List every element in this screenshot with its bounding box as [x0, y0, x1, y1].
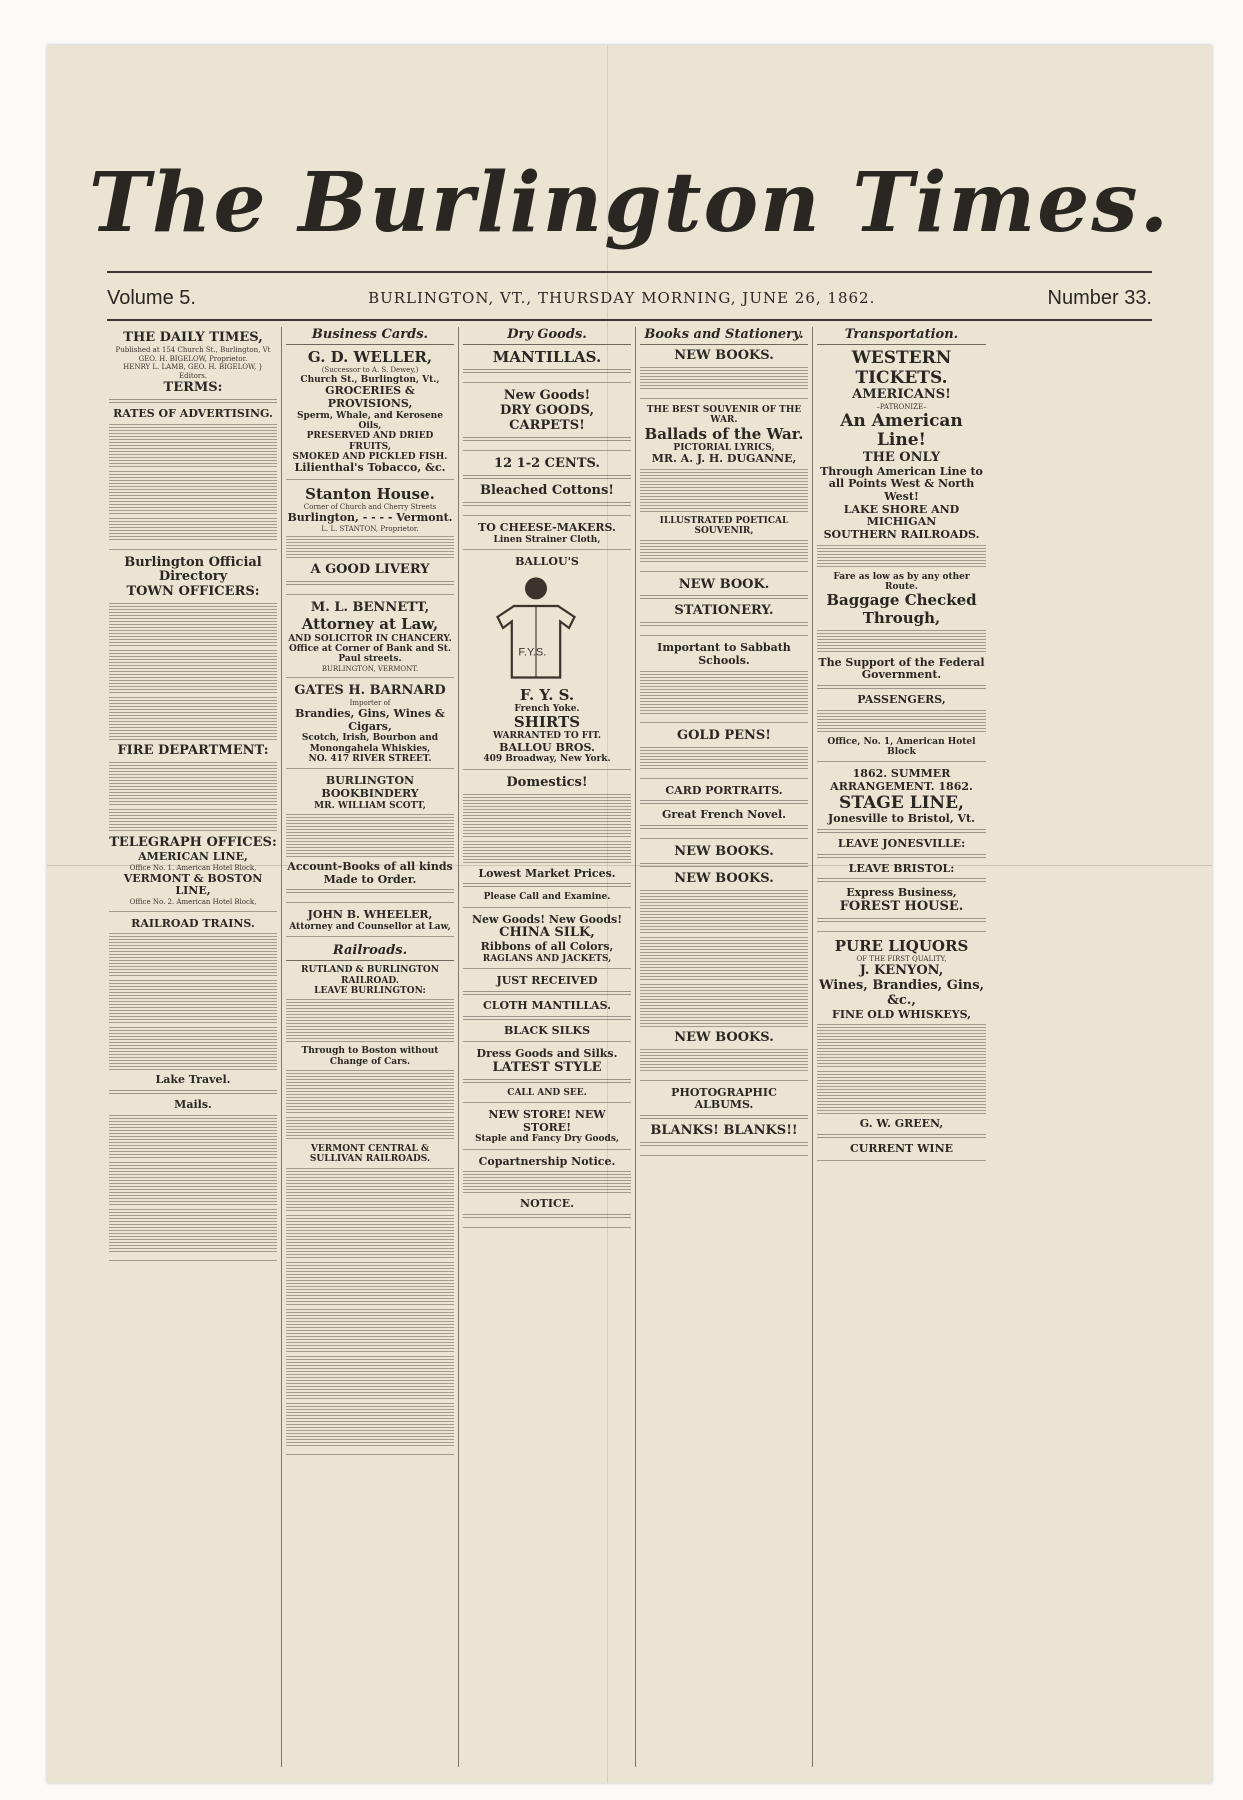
newspaper-page [47, 45, 1212, 1783]
new-books-3: NEW BOOKS. [674, 870, 774, 886]
american-line-heading: An American Line! [840, 410, 963, 451]
new-books-4: NEW BOOKS. [674, 1029, 774, 1045]
express-business: Express Business, [846, 886, 957, 900]
carpets-label: CARPETS! [509, 418, 585, 434]
railroad-trains-heading: RAILROAD TRAINS. [131, 916, 255, 930]
warranted-label: WARRANTED TO FIT. [492, 731, 602, 742]
column-transportation [813, 327, 990, 1767]
the-only: THE ONLY [862, 449, 941, 465]
new-store: NEW STORE! NEW STORE! [488, 1108, 606, 1134]
raglans-label: RAGLANS AND JACKETS, [482, 953, 612, 964]
dateline [107, 280, 1152, 316]
ballads-heading: Ballads of the War. [644, 424, 804, 443]
first-quality: OF THE FIRST QUALITY, [856, 955, 947, 964]
proprietor-line: GEO. H. BIGELOW, Proprietor. [138, 354, 248, 363]
strainer-cloth: Linen Strainer Cloth, [493, 534, 601, 545]
jonesville-bristol: Jonesville to Bristol, Vt. [828, 812, 975, 826]
kenyon-name: J. KENYON, [859, 962, 944, 978]
just-received-heading: JUST RECEIVED [496, 974, 598, 988]
column-directory [105, 327, 282, 1767]
bookbindery-heading: BURLINGTON BOOKBINDERY [321, 774, 419, 800]
vermont-central-heading: VERMONT CENTRAL & SULLIVAN RAILROADS. [309, 1143, 431, 1165]
lowest-prices: Lowest Market Prices. [478, 866, 616, 880]
summer-arrangement: 1862. SUMMER ARRANGEMENT. 1862. [830, 767, 973, 794]
issue-number: Number 33. [1047, 286, 1152, 309]
issue-date: BURLINGTON, VT., THURSDAY MORNING, JUNE 26, 1862. [368, 289, 876, 307]
ballous-label: BALLOU'S [515, 554, 579, 568]
call-examine: Please Call and Examine. [483, 892, 611, 903]
columns [105, 327, 1172, 1767]
stanton-corner: Corner of Church and Cherry Streets [303, 503, 437, 512]
barnard-importer: Importer of [349, 699, 391, 708]
cents-heading: 12 1-2 CENTS. [494, 456, 600, 472]
weller-oils: Sperm, Whale, and Kerosene Oils, [297, 410, 443, 431]
business-cards-header: Business Cards. [286, 327, 454, 345]
notice-heading: NOTICE. [520, 1197, 574, 1211]
barnard-brandies: Brandies, Gins, Wines & Cigars, [295, 706, 445, 733]
sabbath-schools-heading: Important to Sabbath Schools. [657, 641, 791, 668]
green-name: G. W. GREEN, [859, 1117, 944, 1131]
cloth-mantillas: CLOTH MANTILLAS. [483, 998, 611, 1012]
stanton-house-heading: Stanton House. [305, 484, 435, 503]
weller-address: Church St., Burlington, Vt., [300, 375, 440, 385]
official-directory-heading: Burlington Official Directory [124, 554, 262, 585]
barnard-address: NO. 417 RIVER STREET. [308, 753, 432, 764]
duganne-name: MR. A. J. H. DUGANNE, [651, 452, 797, 466]
stationery-heading: STATIONERY. [674, 603, 774, 619]
photo-albums-heading: PHOTOGRAPHIC ALBUMS. [671, 1085, 777, 1112]
black-silks: BLACK SILKS [503, 1023, 591, 1037]
barnard-heading: GATES H. BARNARD [294, 683, 446, 699]
column-dry-goods [459, 327, 636, 1767]
weller-fish: SMOKED AND PICKLED FISH. [292, 452, 448, 462]
editors-line: HENRY L. LAMB, GEO. H. BIGELOW, } Editors. [123, 363, 263, 381]
bleached-cottons: Bleached Cottons! [479, 483, 615, 498]
masthead-title: The Burlington Times. [88, 155, 1171, 251]
latest-style: LATEST STYLE [492, 1059, 602, 1075]
french-yoke: French Yoke. [514, 703, 580, 714]
ballou-bros: BALLOU BROS. [499, 740, 595, 754]
lake-shore: LAKE SHORE AND MICHIGAN [843, 502, 960, 529]
forest-house: FOREST HOUSE. [839, 898, 964, 914]
american-line-label: AMERICAN LINE, [138, 850, 248, 864]
through-line: Through American Line to all Points West & North West! [820, 464, 983, 504]
daily-times-heading: THE DAILY TIMES, [123, 330, 263, 345]
federal-support: The Support of the Federal Government. [818, 655, 985, 682]
bennett-office: Office at Corner of Bank and St. Paul streets. [288, 643, 452, 665]
american-line-office: Office No. 1. American Hotel Block, [129, 863, 257, 872]
domestics-heading: Domestics! [506, 774, 588, 790]
wines-brandies: Wines, Brandies, Gins, &c., [818, 977, 985, 1008]
lake-travel-heading: Lake Travel. [155, 1073, 231, 1087]
account-books-line: Account-Books of all kinds Made to Order. [287, 859, 453, 886]
mantillas-heading: MANTILLAS. [492, 348, 602, 366]
town-officers-heading: TOWN OFFICERS: [126, 584, 260, 600]
wheeler-heading: JOHN B. WHEELER, [307, 908, 433, 922]
vermont-boston-line-label: VERMONT & BOSTON LINE, [123, 871, 263, 898]
illustrated-souvenir: ILLUSTRATED POETICAL SOUVENIR, [659, 515, 789, 537]
through-to-boston: Through to Boston without Change of Cars. [301, 1046, 439, 1067]
americans-label: AMERICANS! [852, 387, 951, 403]
masthead-rule-bottom [107, 319, 1152, 321]
mails-heading: Mails. [174, 1097, 212, 1111]
masthead-rule-top [107, 271, 1152, 273]
cheese-makers-heading: TO CHEESE-MAKERS. [478, 520, 616, 534]
dry-goods-label: DRY GOODS, [500, 403, 594, 419]
fire-department-heading: FIRE DEPARTMENT: [117, 743, 269, 759]
dress-goods-heading: Dress Goods and Silks. [476, 1047, 618, 1061]
pictorial-lyrics: PICTORIAL LYRICS, [673, 442, 775, 453]
china-silk: CHINA SILK, [499, 925, 595, 941]
fare-line: Fare as low as by any other Route. [833, 571, 970, 592]
shirts-label: SHIRTS [513, 713, 581, 732]
solicitor-line: AND SOLICITOR IN CHANCERY. [288, 633, 452, 644]
railroads-header: Railroads. [286, 943, 454, 961]
staple-fancy: Staple and Fancy Dry Goods, [474, 1134, 620, 1145]
new-books-2: NEW BOOKS. [674, 843, 774, 859]
weller-heading: G. D. WELLER, [307, 348, 433, 366]
telegraph-offices-heading: TELEGRAPH OFFICES: [109, 835, 277, 851]
western-tickets: WESTERN TICKETS. [851, 348, 952, 388]
leave-jonesville: LEAVE JONESVILLE: [837, 836, 966, 850]
stage-line-heading: STAGE LINE, [839, 792, 964, 813]
office-american-hotel: Office, No. 1, American Hotel Block [827, 736, 976, 758]
dry-goods-header: Dry Goods. [463, 327, 631, 345]
books-header: Books and Stationery. [640, 327, 808, 345]
leave-burlington-label: LEAVE BURLINGTON: [314, 985, 426, 996]
souvenir-heading: THE BEST SOUVENIR OF THE WAR. [646, 404, 802, 426]
terms-heading: TERMS: [163, 379, 223, 395]
rates-heading: RATES OF ADVERTISING. [113, 406, 273, 420]
new-book-heading: NEW BOOK. [678, 576, 770, 592]
patronize-label: –PATRONIZE– [876, 403, 927, 412]
vermont-boston-line-office: Office No. 2. American Hotel Block, [129, 897, 257, 906]
bennett-city: BURLINGTON, VERMONT. [321, 664, 419, 673]
old-whiskeys: FINE OLD WHISKEYS, [832, 1007, 971, 1021]
publisher-line: Published at 154 Church St., Burlington, Vt [115, 345, 271, 354]
new-goods-banner: New Goods! New Goods! [471, 912, 623, 926]
weller-successor: (Successor to A. S. Dewey,) [321, 366, 419, 375]
leave-bristol: LEAVE BRISTOL: [848, 861, 955, 875]
blanks-heading: BLANKS! BLANKS!! [650, 1123, 798, 1139]
shirt-illustration-icon [492, 573, 602, 683]
call-and-see: CALL AND SEE. [507, 1087, 587, 1098]
baggage-checked: Baggage Checked Through, [826, 591, 977, 627]
weller-tobacco: Lilienthal's Tobacco, &c. [294, 461, 446, 475]
french-novel-heading: Great French Novel. [662, 808, 786, 822]
ballou-address: 409 Broadway, New York. [483, 754, 611, 765]
weller-fruits: PRESERVED AND DRIED FRUITS, [306, 431, 434, 452]
bookbindery-proprietor: MR. WILLIAM SCOTT, [314, 800, 426, 811]
livery-heading: A GOOD LIVERY [310, 562, 430, 578]
pure-liquors: PURE LIQUORS [834, 936, 969, 955]
fys-label: F. Y. S. [519, 685, 575, 704]
ribbons-label: Ribbons of all Colors, [480, 940, 614, 954]
new-books-1: NEW BOOKS. [674, 348, 774, 363]
current-wine: CURRENT WINE [849, 1141, 954, 1155]
barnard-whiskies: Scotch, Irish, Bourbon and Monongahela Whiskies, [301, 733, 439, 754]
stanton-proprietor: L. L. STANTON, Proprietor. [321, 524, 419, 533]
passengers-heading: PASSENGERS, [857, 693, 946, 707]
wheeler-title: Attorney and Counsellor at Law, [289, 921, 451, 932]
bennett-heading: M. L. BENNETT, [310, 600, 430, 616]
new-goods-heading: New Goods! [503, 388, 591, 404]
gold-pens-heading: GOLD PENS! [676, 727, 772, 743]
card-portraits-heading: CARD PORTRAITS. [665, 783, 783, 797]
attorney-heading: Attorney at Law, [301, 615, 439, 634]
svg-text:F.Y.S.: F.Y.S. [518, 646, 547, 659]
copartnership-notice: Copartnership Notice. [478, 1154, 616, 1168]
column-business-cards [282, 327, 459, 1767]
stanton-city: Burlington, - - - - Vermont. [287, 510, 453, 524]
transportation-header: Transportation. [817, 327, 986, 345]
volume-label: Volume 5. [107, 286, 196, 309]
column-books [636, 327, 813, 1767]
weller-groceries: GROCERIES & PROVISIONS, [325, 384, 415, 410]
rutland-railroad-heading: RUTLAND & BURLINGTON RAILROAD. [301, 965, 439, 986]
southern-railroads: SOUTHERN RAILROADS. [823, 528, 980, 542]
